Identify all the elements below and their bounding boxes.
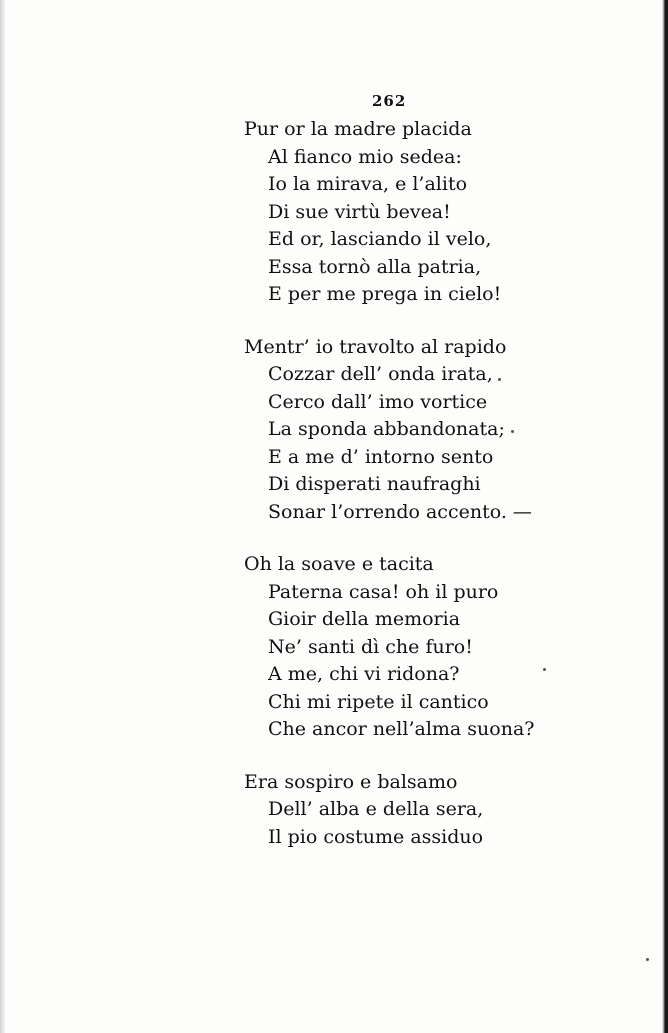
ink-speck (498, 378, 501, 381)
verse-line: La sponda abbandonata; (268, 418, 505, 440)
verse-line: Gioir della memoria (268, 608, 461, 630)
ink-speck (511, 430, 514, 433)
verse-line: Sonar l’orrendo accento. — (268, 500, 532, 523)
verse-line: Il pio costume assiduo (268, 825, 484, 848)
page-left-edge (0, 0, 5, 1033)
stanza (238, 116, 538, 309)
verse-line: A me, chi vi ridona? (268, 663, 460, 685)
verse-line: Era sospiro e balsamo (244, 770, 458, 793)
verse-line: Essa tornò alla patria, (268, 255, 482, 278)
verse-line: Cozzar dell’ onda irata, (268, 363, 493, 385)
page-right-edge (662, 0, 668, 1033)
verse-line: Di sue virtù bevea! (268, 200, 451, 223)
verse-line: Ne’ santi dì che furo! (268, 635, 473, 658)
verse-line: Mentr’ io travolto al rapido (244, 335, 507, 358)
verse-line: E a me d’ intorno sento (268, 445, 494, 468)
page-number: 262 (372, 92, 407, 110)
verse-line: Ed or, lasciando il velo, (268, 228, 492, 250)
verse-line: Io la mirava, e l’alito (268, 173, 468, 195)
verse-line: Dell’ alba e della sera, (268, 798, 484, 820)
verse-line: Che ancor nell’alma suona? (268, 718, 535, 740)
stanza (238, 551, 538, 744)
poem (238, 116, 538, 876)
verse-line: Chi mi ripete il cantico (268, 690, 489, 713)
verse-line: Di disperati naufraghi (268, 473, 481, 495)
verse-line: Al fianco mio sedea: (268, 145, 462, 168)
verse-line: E per me prega in cielo! (268, 283, 502, 305)
stanza (238, 769, 538, 852)
stanza (238, 334, 538, 527)
ink-speck (543, 668, 546, 671)
ink-speck (646, 958, 649, 961)
verse-line: Cerco dall’ imo vortice (268, 390, 488, 413)
verse-line: Oh la soave e tacita (244, 553, 434, 575)
verse-line: Paterna casa! oh il puro (268, 580, 499, 603)
verse-line: Pur or la madre placida (244, 118, 472, 140)
